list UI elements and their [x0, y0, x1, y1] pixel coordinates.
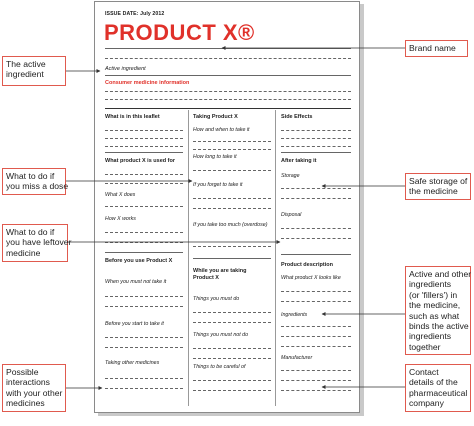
- heading-leaflet: What is in this leaflet: [105, 114, 160, 120]
- sub-storage: Storage: [281, 173, 300, 179]
- callout-line: The active: [6, 59, 46, 69]
- callout-line: you have leftover: [6, 237, 72, 248]
- callout-line: Active and other: [409, 269, 472, 279]
- callout-line: interactions: [6, 377, 50, 388]
- heading-while-taking: While you are taking Product X: [193, 268, 247, 281]
- heading-after-taking: After taking it: [281, 158, 317, 164]
- callout-active-ingredient: [2, 56, 66, 86]
- callout-line: company: [409, 398, 444, 409]
- sub-what-x-does: What X does: [105, 192, 136, 198]
- heading-product-description: Product description: [281, 262, 333, 268]
- sub-looks-like: What product X looks like: [281, 275, 341, 281]
- callout-ingredients: [405, 266, 471, 355]
- callout-contact: [405, 364, 471, 412]
- heading-used-for: What product X is used for: [105, 158, 175, 164]
- callout-line: Safe storage of: [409, 176, 468, 186]
- callout-line: binds the active: [409, 321, 469, 332]
- callout-line: What to do if: [6, 171, 55, 181]
- callout-line: such as what: [409, 310, 460, 321]
- callout-line: together: [409, 341, 441, 352]
- callout-line: details of the: [409, 377, 458, 388]
- callout-missed-dose: [2, 168, 69, 195]
- heading-taking: Taking Product X: [193, 114, 238, 120]
- heading-before-use: Before you use Product X: [105, 258, 173, 264]
- brand-name: PRODUCT X®: [104, 20, 255, 45]
- callout-line: ingredients: [409, 279, 452, 290]
- sub-must-do: Things you must do: [193, 296, 240, 302]
- active-ingredient-label: Active ingredient: [105, 66, 146, 72]
- callout-line: Contact: [409, 367, 439, 377]
- callout-line: Brand name: [409, 43, 456, 53]
- callout-line: medicine: [6, 247, 41, 258]
- sub-disposal: Disposal: [281, 212, 302, 218]
- issue-date: ISSUE DATE: July 2012: [105, 11, 165, 17]
- sub-how-long: How long to take it: [193, 154, 237, 160]
- callout-line: you miss a dose: [6, 181, 69, 192]
- cmi-title: Consumer medicine information: [105, 80, 190, 86]
- callout-line: pharmaceutical: [409, 387, 468, 398]
- sub-must-not-take: When you must not take it: [105, 279, 167, 285]
- callout-line: (or 'fillers') in: [409, 289, 458, 300]
- sub-forget: If you forget to take it: [193, 182, 243, 188]
- sub-how-x-works: How X works: [105, 216, 136, 222]
- callout-line: with your other: [6, 387, 63, 398]
- sub-careful-of: Things to be careful of: [193, 364, 246, 370]
- sub-must-not-do: Things you must not do: [193, 332, 249, 338]
- callout-line: Possible: [6, 367, 39, 377]
- sub-before-start: Before you start to take it: [105, 321, 164, 327]
- sub-overdose: If you take too much (overdose): [193, 222, 268, 228]
- callout-line: medicines: [6, 398, 45, 409]
- callout-line: ingredient: [6, 69, 44, 80]
- callout-line: the medicine: [409, 186, 458, 197]
- callout-leftover: [2, 224, 72, 262]
- callout-brand-name: [405, 40, 468, 57]
- sub-manufacturer: Manufacturer: [281, 355, 313, 361]
- sub-how-when: How and when to take it: [193, 127, 250, 133]
- sub-other-medicines: Taking other medicines: [105, 360, 160, 366]
- callout-storage: [405, 173, 471, 200]
- heading-side-effects: Side Effects: [281, 114, 313, 120]
- callout-line: What to do if: [6, 227, 55, 237]
- callout-line: ingredients: [409, 331, 452, 342]
- sub-ingredients: Ingredients: [281, 312, 308, 318]
- callout-interactions: [2, 364, 66, 412]
- callout-line: the medicine,: [409, 300, 461, 311]
